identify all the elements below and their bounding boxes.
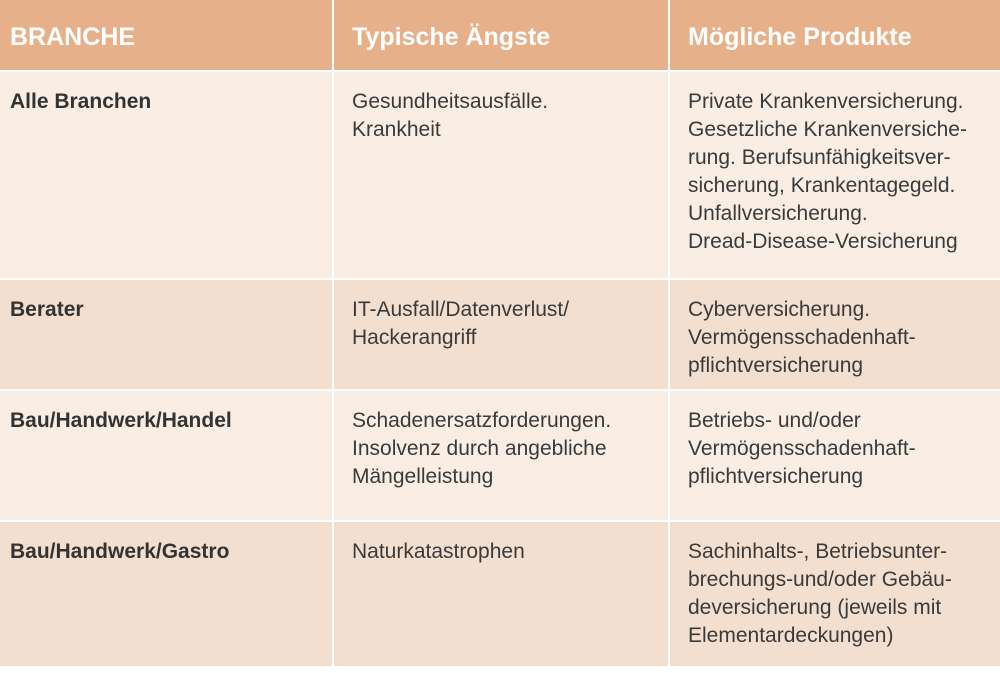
row-3-aengste: Schadenersatzforderungen. Insolvenz durch angebliche Mängelleistung [334, 391, 670, 522]
row-1-aengste: Gesundheitsausfälle. Krankheit [334, 72, 670, 280]
row-4-branche: Bau/Handwerk/Gastro [0, 522, 334, 668]
row-4-aengste: Naturkatastrophen [334, 522, 670, 668]
row-2-branche: Berater [0, 280, 334, 391]
row-4-produkte: Sachinhalts-, Betriebsunter- brechungs-und/oder Gebäu- deversicherung (jeweils mit Elementardeckungen) [670, 522, 1000, 668]
header-moegliche-produkte: Mögliche Produkte [670, 0, 1000, 72]
row-1-branche: Alle Branchen [0, 72, 334, 280]
row-3-produkte: Betriebs- und/oder Vermögensschadenhaft- pflichtversicherung [670, 391, 1000, 522]
row-2-produkte: Cyberversicherung. Vermögensschadenhaft- pflichtversicherung [670, 280, 1000, 391]
header-branche: BRANCHE [0, 0, 334, 72]
row-2-aengste: IT-Ausfall/Datenverlust/ Hackerangriff [334, 280, 670, 391]
row-1-produkte: Private Krankenversicherung. Gesetzliche Krankenversiche- rung. Berufsunfähigkeitsver- sicherung, Krankentagegeld. Unfallversicherung. Dread-Disease-Versicherung [670, 72, 1000, 280]
row-3-branche: Bau/Handwerk/Handel [0, 391, 334, 522]
header-typische-aengste: Typische Ängste [334, 0, 670, 72]
